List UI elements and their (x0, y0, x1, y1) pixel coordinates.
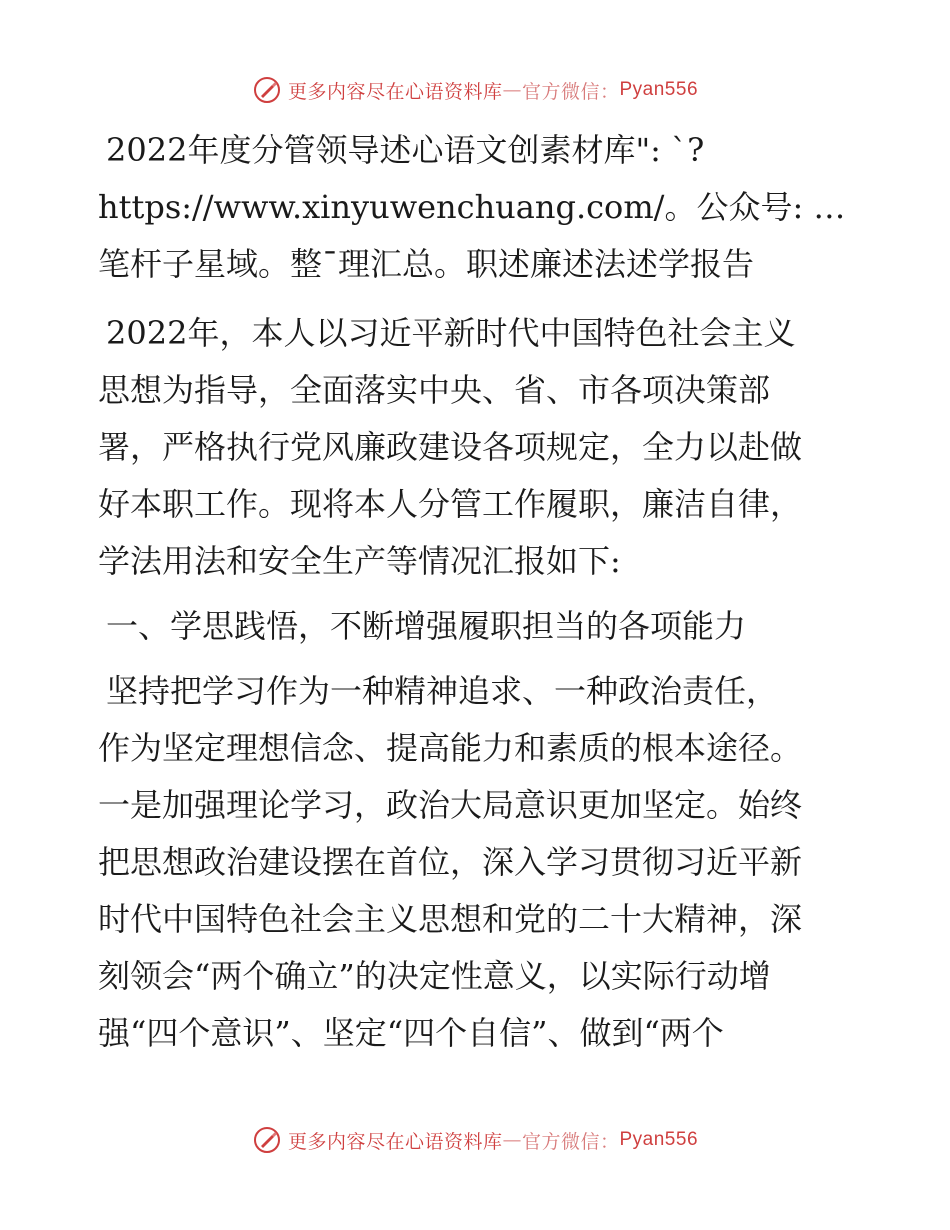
section-paragraph (98, 663, 858, 1062)
paragraph-line: 把思想政治建设摆在首位，深入学习贯彻习近平新 (98, 843, 803, 881)
paragraph-line: 署，严格执行党风廉政建设各项规定，全力以赴做 (98, 428, 803, 466)
paragraph-line: 一是加强理论学习，政治大局意识更加坚定。始终 (98, 786, 803, 824)
watermark-id: Pyan556 (619, 1129, 699, 1150)
paragraph-line: 好本职工作。现将本人分管工作履职，廉洁自律， (98, 485, 803, 523)
watermark-footer (0, 1122, 950, 1158)
paragraph-line: 思想为指导，全面落实中央、省、市各项决策部 (98, 371, 771, 409)
paragraph-line: 坚持把学习作为一种精神追求、一种政治责任， (106, 672, 779, 710)
header-line: 2022年度分管领导述心语文创素材库": `? (106, 131, 705, 169)
document-title-block (98, 122, 858, 293)
header-line: 笔杆子星域。整¯理汇总。职述廉述法述学报告 (98, 245, 755, 283)
watermark-sub-text: 官方微信： (521, 1130, 620, 1153)
paragraph-line: 作为坚定理想信念、提高能力和素质的根本途径。 (98, 729, 803, 767)
pen-logo-icon (252, 75, 282, 105)
header-line: https://www.xinyuwenchuang.com/。公众号: … (98, 188, 846, 226)
paragraph-line: 刻领会“两个确立”的决定性意义，以实际行动增 (98, 957, 771, 995)
watermark-dash: — (502, 79, 522, 101)
intro-paragraph (98, 305, 858, 590)
pen-logo-icon (252, 1125, 282, 1155)
watermark-main-text: 更多内容尽在心语资料库 (287, 1130, 503, 1153)
paragraph-line: 2022年，本人以习近平新时代中国特色社会主义 (106, 314, 796, 352)
paragraph-line: 强“四个意识”、坚定“四个自信”、做到“两个 (98, 1014, 724, 1052)
watermark-main-text: 更多内容尽在心语资料库 (287, 80, 503, 103)
watermark-id: Pyan556 (619, 79, 699, 100)
watermark-dash: — (502, 1129, 522, 1151)
paragraph-line: 学法用法和安全生产等情况汇报如下: (98, 542, 621, 580)
section-heading (98, 598, 858, 655)
document-body (98, 122, 858, 1062)
section-heading-text: 一、学思践悟，不断增强履职担当的各项能力 (106, 607, 747, 645)
watermark-sub-text: 官方微信： (521, 80, 620, 103)
watermark-header (0, 72, 950, 108)
paragraph-line: 时代中国特色社会主义思想和党的二十大精神，深 (98, 900, 803, 938)
